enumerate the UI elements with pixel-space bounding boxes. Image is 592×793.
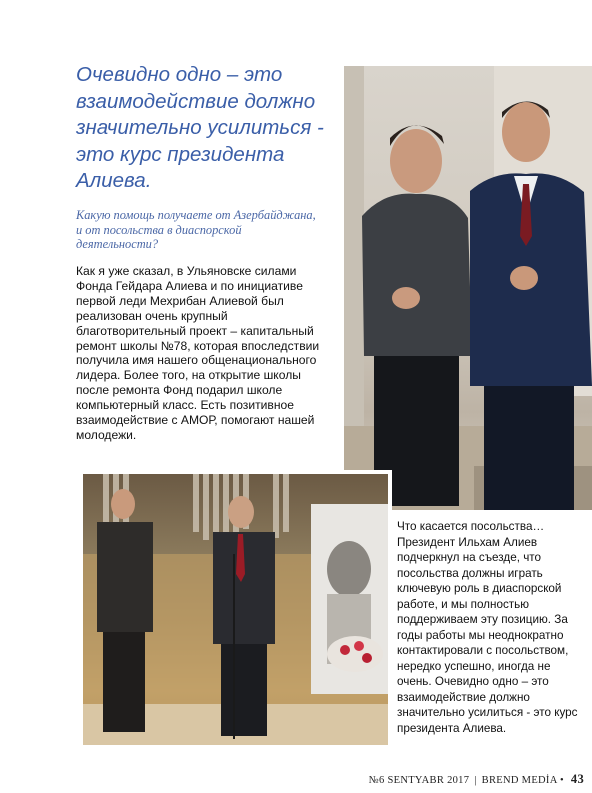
photo-two-men-thumbs-up: [344, 66, 592, 510]
photo-podium-scene: [83, 474, 388, 745]
interview-question: Какую помощь получаете от Азербайджана, и от посольства в диаспорской деятельности?: [76, 208, 316, 251]
page-number: 43: [570, 772, 584, 786]
photo-podium-speech: [79, 470, 392, 749]
footer-issue: №6 SENTYABR 2017: [368, 775, 470, 786]
photo-illustration: [344, 66, 592, 510]
footer-separator: |: [474, 775, 477, 786]
podium-illustration: [83, 474, 388, 745]
footer-bullet: •: [559, 775, 564, 786]
footer-magazine: BREND MEDİA: [481, 775, 558, 786]
answer-paragraph-1: Как я уже сказал, в Ульяновске силами Фонда Гейдара Алиева и по инициативе первой леди Мехрибан Алиевой был реализован очень крупный благотворительный проект – капитальный ремонт школы №78, которая впоследствии получила имя нашего общенационального лидера. Более того, на открытие школы после ремонта Фонд подарил школе компьютерный класс. Есть позитивное взаимодействие с АМОР, помогают нашей молодежи.: [76, 264, 320, 442]
page-footer: [369, 772, 584, 787]
answer-paragraph-2: Что касается посольства… Президент Ильхам Алиев подчеркнул на съезде, что посольства должны играть ключевую роль в диаспорской работе, и мы полностью поддерживаем эту позицию. За годы работы мы неоднократно контактировали с посольством, нередко успешно, иногда не очень. Очевидно одно – это взаимодействие должно значительно усилиться - это курс президента Алиева.: [397, 520, 578, 735]
pull-quote: Очевидно одно – это взаимодействие должно значительно усилиться - это курс президента Алиева.: [76, 63, 324, 192]
